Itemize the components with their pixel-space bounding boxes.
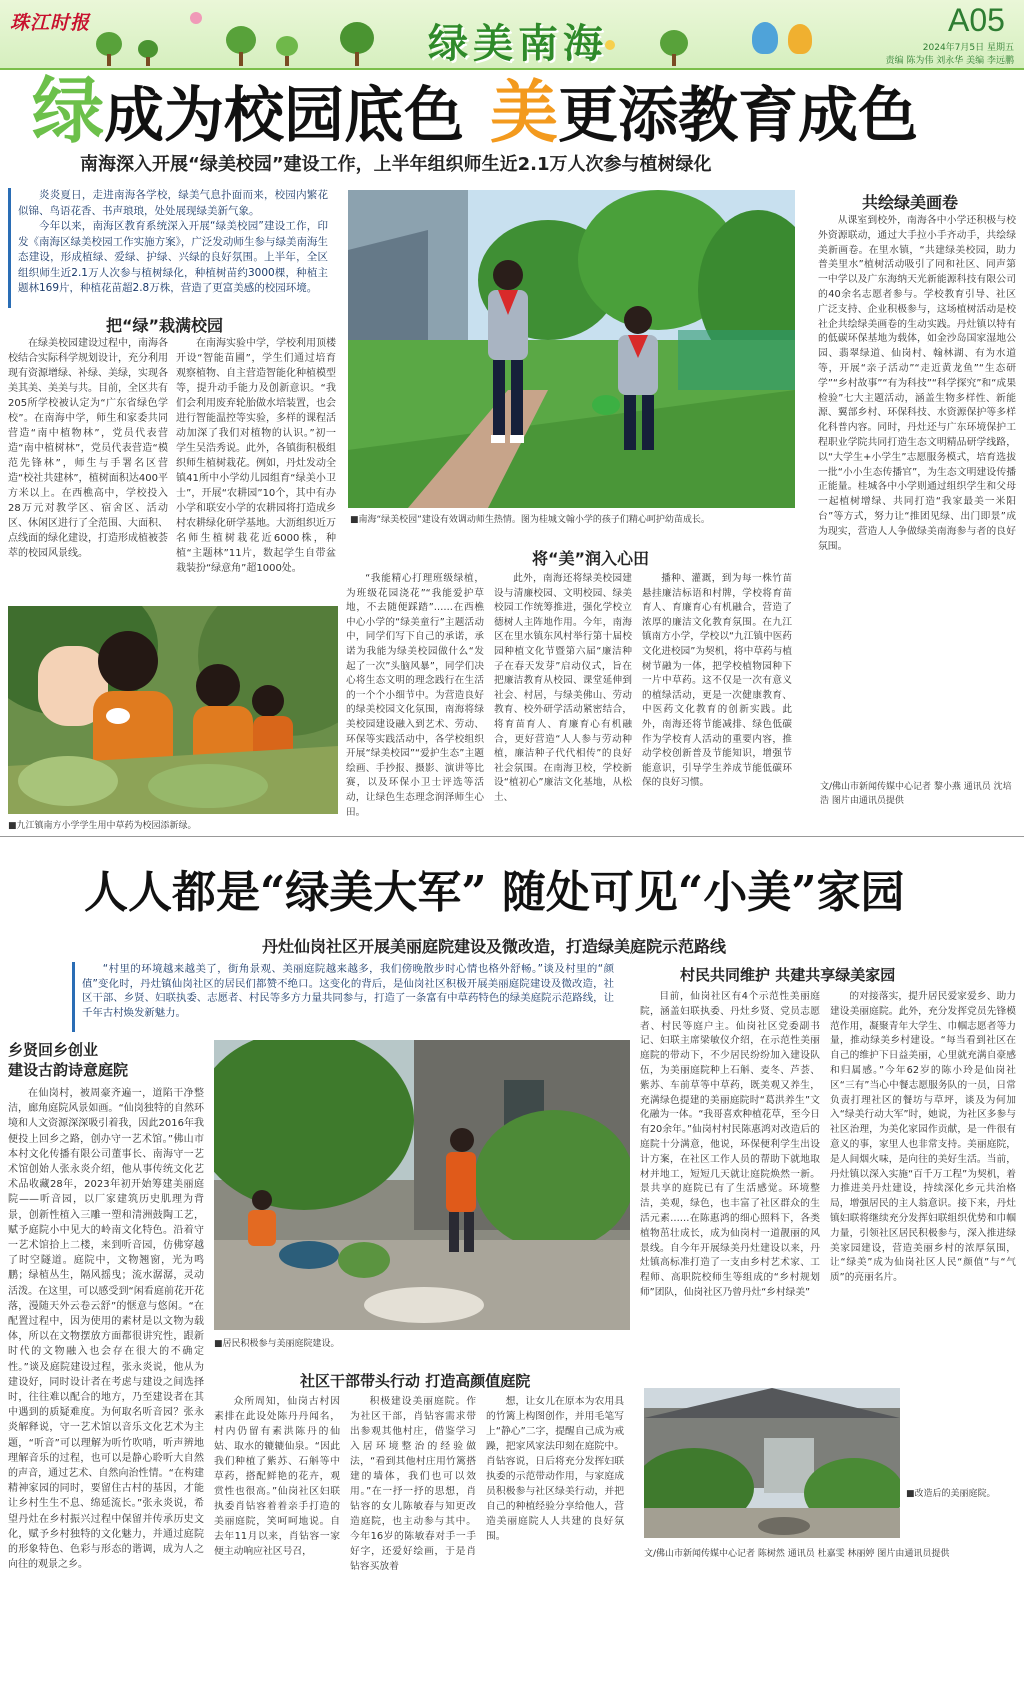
photo-renovated-courtyard (644, 1388, 900, 1538)
lede-bar (8, 188, 11, 308)
story2-section2-title: 社区干部带头行动 打造高颜值庭院 (300, 1372, 531, 1390)
story1-section1-col2: 在南海实验中学，学校利用顶楼开设“智能苗圃”，学生们通过培育观察植物、自主营造智能化种植模型等，提升动手能力及创新意识。“我们会利用废弃轮胎做水培装置，也会进行智能温控等实验，多样的课程活动加深了我们对植物的认识。”初一学生吴浩秀说。此外，各镇街积极组织师生植树栽花。例如，丹灶发动全镇41所中小学幼儿园组育“绿美小卫士”，开展“农耕园”10个，其中有办小学和联安小学的农耕园将打造成乡村农耕绿化研学基地。大沥组织近万名师生植树栽花近6000株，种植“主题林”11片，数起学生自带盆栽装扮“绿意角”超1000处。 (176, 338, 336, 574)
photo2-caption: ■九江镇南方小学学生用中草药为校园添新绿。 (8, 821, 197, 831)
photo1-caption: ■南海“绿美校园”建设有效调动师生热情。图为桂城文翰小学的孩子们精心呵护幼苗成长。 (350, 515, 710, 525)
story1-section2-title: 将“美”润入心田 (532, 549, 650, 568)
tree-illustration (660, 30, 688, 66)
headline-highlight-orange: 美 (490, 73, 559, 153)
side-column-text: 从课室到校外，南海各中小学还积极与校外资源联动，通过大手拉小手齐动手，共绘绿美新画卷。在里水镇，“共建绿美校园，助力普美里水”植树活动吸引了同和社区、同声第一中学以及广东海纳天光新能源科技有限公司的40余名志愿者参与。学校教育引导、社区广泛支持、企业积极参与，这场植树活动是校社企共绘绿美画卷的生动实践。丹灶镇以特有的低碳环保基地为载体，如金沙岛国家湿地公园、翡翠绿道、仙岗村、翰林湖、有为水道等，开展“亲子活动”“走近黄龙鱼”“生态研学”“乡村故事”“有为科技”“科学探究”和“成果检验”七大主题活动，涵盖生物多样性、新能源、翼部乡村、环保科技、水资源保护等多样化科普内容。同时，丹灶还与广东环境保护工程职业学院共同打造生态文明精品研学线路，以“大学生+小学生”志愿服务模式，培育选拔一批“小小生态传播官”，为生态文明建设传播正能量。桂城各中小学则通过组织学生和父母一起植树增绿、共同打造“我家最美一米阳台”等方式，努力让“推团见绿、出门即景”成为现实，营造人人争做绿美南海参与者的良好氛围。 (818, 215, 1016, 552)
page-number: A05 (948, 2, 1005, 38)
story2-section2-col1: 众所周知，仙岗古村因素排在此设处陈丹丹闻名，村内仍留有素洪陈丹的仙姑、取水的辘辘仙泉。“因此我们种植了紫苏、石斛等中草药，搭配鲜艳的花卉，观赏性也很高。”仙岗社区妇联执委肖钻容着着亲手打造的美丽庭院，笑呵呵地说。自去年11月以来，肖钻容一家便主动响应社区号召， (214, 1396, 340, 1557)
tree-illustration (340, 22, 374, 66)
mascot-icon (752, 22, 778, 54)
story2-section1-title: 乡贤回乡创业 建设古韵诗意庭院 (8, 1041, 129, 1079)
headline-highlight-green: 绿 (32, 68, 105, 153)
story2-right-col2: 的对接落实，提升居民爱家爱乡、助力建设美丽庭院。此外，充分发挥党员先锋模范作用，凝聚青年大学生、巾帼志愿者等力量，推动绿美乡村建设。“每当看到社区在自己的维护下日益美丽，心里就充满自豪感和归属感。”今年62岁的陈小玲是仙岗社区“三有”当心中餐志愿服务队的一员，日常负责打理社区的餐坊与草坪，谈及为何加入“绿美行动大军”时，她说，为社区多参与社区治理，为美化家园作贡献，是一件很有意义的事，家里人也非常支持。美丽庭院，是人间烟火味，是向往的美好生活。当前，丹灶镇以深入实施“百千万工程”为契机，着力推进美丹灶建设，持续深化乡元共治格局，增强居民的主人翁意识。接下来，丹灶镇妇联将继续充分发挥妇联组织优势和巾帼力量，引领社区居民积极参与，深入推进绿美家园建设，营造美丽乡村的浓厚氛围，让“绿美”成为仙岗社区人民“颜值”与“气质”的亮丽名片。 (830, 991, 1016, 1284)
story2-section2-col2: 积极建设美丽庭院。作为社区干部，肖钻容需求带出参观其他村庄，借鉴学习入居环境整治的经验做法，“看到其他村庄用竹篱搭建的墙体，我们也可以效用。”在一抒一抒的思想，肖钻容的女儿陈敏春与知更改造庭院，也主动参与其中。今年16岁的陈敏春对手一手好字，还爱好绘画，于是肖钻容买放着 (350, 1396, 476, 1572)
tree-illustration (276, 36, 298, 66)
mascot-icon (788, 24, 812, 54)
story1-credit: 文/佛山市新闻传媒中心记者 黎小燕 通讯员 沈培浩 图片由通讯员提供 (820, 782, 1012, 806)
headline-part-a: 成为校园底色 (104, 81, 465, 151)
column-title: 绿美南海 (428, 20, 608, 67)
photo-courtyard (214, 1040, 630, 1330)
story2-right-title: 村民共同维护 共建共享绿美家园 (680, 966, 896, 984)
story2-section2-col3: 想，让女儿在原本为农用具的竹篱上构图创作，并用毛笔写上“静心”二字，提醒自己成为戒躁，把家风家法印刻在庭院中。肖钻容说，日后将充分发挥妇联执委的示范带动作用，与家庭成员积极参与社区绿美行动，并把自己的种植经验分享给他人，营造美丽庭院人人共建的良好氛围。 (486, 1396, 624, 1542)
story1-section1-title: 把“绿”栽满校园 (106, 316, 224, 335)
story1-section2-col3: 播种、灌溉，到为每一株竹苗悬挂廉洁标语和村牌，学校将育苗育人、育廉育心有机融合，营造了浓厚的廉洁文化教育氛围。在九江镇南方小学，学校以“九江镇中医药文化进校园”为契机，将中草药与植树节融为一体，把学校植物园种下一片中草药。这不仅是一次有意义的植绿活动，更是一次健康教育、中医药文化教育的创新实践。此外，南海还将节能减排、绿色低碳作为学校育人活动的重要内容，推动学校创新普及节能知识，增强节能意识，引导学生养成节能低碳环保的良好习惯。 (642, 573, 792, 789)
side-column-title: 共绘绿美画卷 (862, 193, 959, 212)
newspaper-brand: 珠江时报 (10, 12, 91, 34)
page-header (0, 0, 1024, 70)
tree-illustration (138, 40, 158, 66)
story1-section2-col2: 此外，南海还将绿美校园建设与清廉校园、文明校园、绿美校园工作统筹推进，强化学校立德树人主阵地作用。今年，南海区在里水镇东风村举行第十届校园种植文化节暨第六届“廉洁种子在春天发芽”启动仪式，旨在把廉洁教育从校园、课堂延伸到社会、村居，与绿美佛山、劳动教育、校外研学活动紧密结合，将育苗育人、育廉育心有机融合，更好营造“人人参与劳动种植，廉洁种子代代相传”的良好社会氛围。在南海卫校，学校新设“植初心”廉洁文化基地，从松土、 (494, 573, 632, 803)
story2-lede: “村里的环境越来越美了，街角景观、美丽庭院越来越多，我们傍晚散步时心情也格外舒畅。”谈及村里的“颜值”变化时，丹灶镇仙岗社区的居民们都赞不绝口。这变化的背后，是仙岗社区积极开展美丽庭院建设及微改造，社区干部、乡贤、妇联执委、志愿者、村民等多方力量共同参与，打造了一条富有中草药特色的绿美庭院示范路线，让千年古村焕发新魅力。 (82, 963, 614, 1019)
story2-subhead: 丹灶仙岗社区开展美丽庭院建设及微改造，打造绿美庭院示范路线 (262, 937, 727, 956)
story-divider (0, 836, 1024, 837)
photo3-caption: ■居民积极参与美丽庭院建设。 (214, 1339, 340, 1349)
story2-credit: 文/佛山市新闻传媒中心记者 陈树然 通讯员 杜嘉雯 林丽婷 图片由通讯员提供 (644, 1549, 950, 1559)
story2-right-col1: 目前，仙岗社区有4个示范性美丽庭院，涵盖妇联执委、丹灶乡贤、党员志愿者、村民等庭户主。仙岗社区党委副书记、妇联主席梁敏仪介绍，在示范性美丽庭院的带动下，不少居民纷纷加入建设队伍，为美丽庭院种上石斛、麦冬、芦荟、紫苏、车前草等中草药，既美观又养生，充满绿色提建的美丽庭院时“葛洪养生”文化融为一体。“我哥喜欢种植花草，至今日有20余年。”仙岗村村民陈惠鸿对改造后的庭院十分满意，他说，环保便利学生出设计方案，在社区工作人员的帮助下就地取材并地工，短短几天就让庭院焕然一新。景共享的庭院已有了生活感觉。环境整洁，美观，绿色，也丰富了社区群众的生活元素……在陈惠鸿的细心照料下，各类植物茁壮成长，成为仙岗村一道靓丽的风景线。自今年开展绿美丹灶建设以来，丹灶镇高标准打造了一支由乡村艺术家、工程师、高职院校师生等组成的“乡村规划师”团队，仙岗社区乃曾丹灶“乡村绿美” (640, 991, 820, 1298)
photo-students-watering (348, 190, 795, 508)
story1-section2-col1: “我能精心打理班级绿植，为班级花园浇花”“我能爱护草地，不去随便踩踏”……在西樵中心小学的“绿美童行”主题活动中，同学们写下自己的承诺，承诺为我能为绿美校园做什么“发起了一次”头脑风暴”，同学们决心将生态文明的理念践行在生活的一个个小细节中。为营造良好的绿美校园文化氛围，南海将绿美校园建设融入到艺术、劳动、环保等实践活动中，各学校组织开展“绿美校园”“爱护生态”主题绘画、手抄报、摄影、演讲等比赛，以及环保小卫士评选等活动，让绿色生态理念润泽师生心田。 (346, 573, 484, 818)
story1-lede: 炎炎夏日，走进南海各学校，绿美气息扑面而来，校园内繁花似锦、鸟语花香、书声琅琅，处处展现绿美新气象。 今年以来，南海区教育系统深入开展“绿美校园”建设工作，印发《南海区绿美校园工作实施方案》，广泛发动师生参与绿美南海生态建设，形成植绿、爱绿、护绿、兴绿的良好氛围。上半年，全区组织师生近2.1万人次参与植树绿化，种植树苗约3000棵，种植主题林169片，种植花苗超2.8万株，营造了更富美感的校园环境。 (18, 189, 328, 294)
tree-illustration (226, 26, 256, 66)
tree-illustration (96, 32, 122, 66)
headline-part-b: 更添教育成色 (558, 81, 919, 151)
story2-section1-text: 在仙岗村，被周豪齐遍一，道陷干净整洁，廊角庭院风景如画。“仙岗独特的自然环境和人文资源深深吸引着我，因此2016年我便投上回乡之路，创办守一艺术馆。”佛山市本村文化传播有限公司董事长、南海守一艺术馆创始人张永炎介绍，他从事传统文化艺术品收藏28年，2023年初开始筹建美丽庭院——听音园，以厂家建筑历史肌理为背景，创新性植入三雕一塑和清洲鼓陶工艺，赋予庭院小中见大的岭南文化特色。沿着守一艺术馆拾上二楼，来到听音园，仿佛穿越了时空隧道。庭院中，文物翘窗，光为鸣鹏；绿植丛生，隔风摇曳；流水潺潺，灵动活泼。在这里，可以感受到“闲看庭前花开花落，漫随天外云卷云舒”的惬意与悠闲。“在配置过程中，因为使用的素材是以文物为载体，所以在文物摆放方面都很讲究性，跟新时代的文物融入也会存在很大的不确定性。”谈及庭院建设过程，张永炎说，他从为建设好，同时设计者在考虑与建设之间选择时，往往难以配合的地方，乃至建设者在其中遇到的质疑难度。为何取名听音园？张永炎解释说，守一艺术馆以音乐文化艺术为主题，“听音”可以理解为听竹吹哨，听声辨地理解音乐的过程，也可以是静心聆听大自然的声音，通过艺术、自然向治性情。“在构建精神家园的同时，要留住古村的基因，才能让乡村生生不息、绵延流长。”张永炎说，希望丹灶在乡村振兴过程中保留并传承历史文化，赋予乡村独特的文化魅力，并通过庭院的形象特色、色彩与形态的谐调，成为人之向往的观景之乡。 (8, 1088, 204, 1571)
story1-headline (32, 68, 919, 153)
story1-section1-col1: 在绿美校园建设过程中，南海各校结合实际科学规划设计，充分利用现有资源增绿、补绿、美绿，实现各美其美、美美与共。目前，全区共有205所学校被认定为“广东省绿色学校”。在南海中学，师生和家委共同营造“南中植物林”，党员代表营造“南中植树林”，党员代表营造“模范先锋林”，师生与手署名区营造“校社共建林”，植树面积达400平方米以上。在西樵高中，学校投入28万元对教学区、宿舍区、活动区、休闲区进行了全范围、大面积、点线面的绿化建设，打造形成植被荟萃的校园风景线。 (8, 338, 168, 559)
issue-date: 2024年7月5日 星期五 (922, 43, 1014, 53)
flower-icon (190, 12, 202, 24)
story2-headline: 人人都是“绿美大军” 随处可见“小美”家园 (84, 867, 905, 918)
editor-credit: 责编 陈为伟 刘永华 美编 李远鹏 (885, 56, 1014, 66)
lede-bar (72, 962, 75, 1032)
photo4-caption: ■改造后的美丽庭院。 (906, 1489, 996, 1499)
photo-students-herbs (8, 606, 338, 814)
story1-subhead: 南海深入开展“绿美校园”建设工作，上半年组织师生近2.1万人次参与植树绿化 (80, 154, 712, 175)
